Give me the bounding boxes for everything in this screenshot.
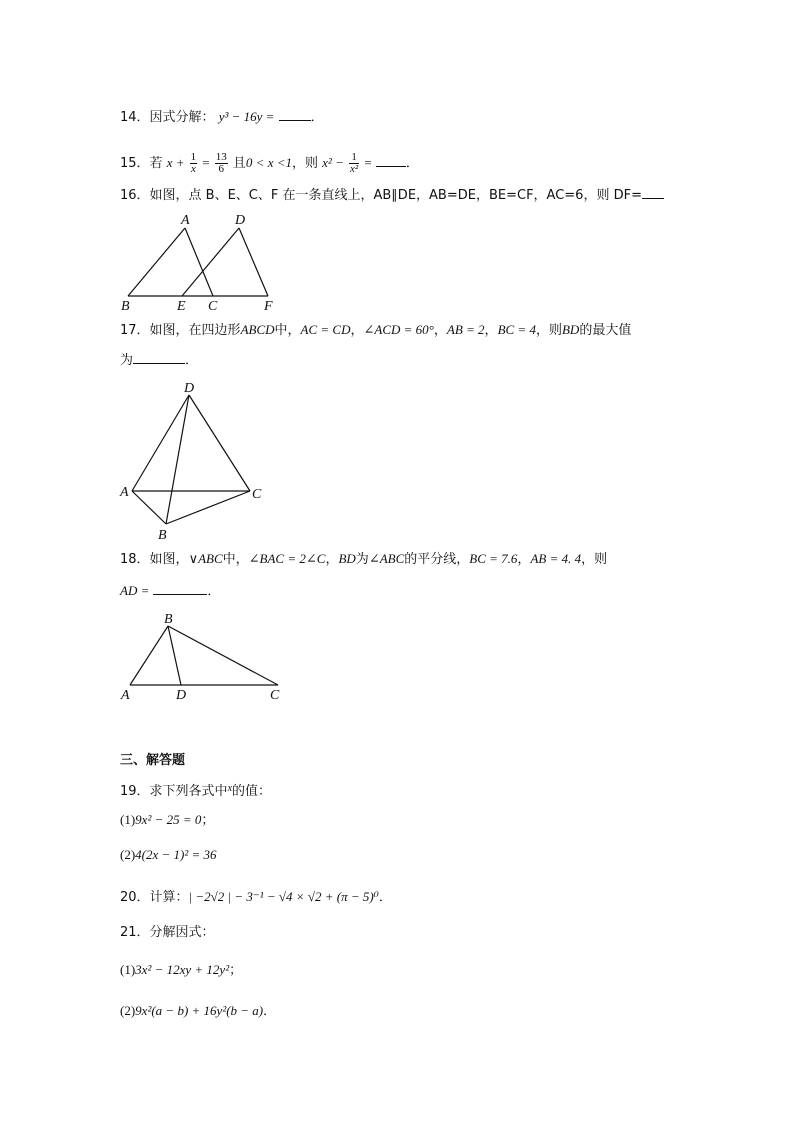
q17-label-C: C [252, 487, 262, 502]
q18-figure [118, 610, 298, 705]
q17-line2-text: 为 [120, 353, 134, 368]
q15-tail: ． [405, 156, 419, 171]
q19-part2-expression: 4(2x − 1)² = 36 [135, 847, 217, 862]
q19-variable-x: x [227, 783, 233, 794]
q21-part1-expression: 3x² − 12xy + 12y² [135, 962, 230, 977]
q18-expr-AB: AB = 4. 4 [530, 551, 582, 566]
q21-part-2 [120, 1003, 276, 1020]
q19-part-1 [120, 812, 214, 829]
q15-frac1-num: 1 [190, 151, 197, 163]
q15-expr-x-plus: x + [166, 155, 185, 170]
q18-expr-AD: AD = [120, 583, 150, 598]
q15-frac-13-over-6 [215, 152, 228, 175]
q21-part2-expression: 9x²(a − b) + 16y²(b − a) [135, 1003, 264, 1018]
q17-segment-AB [132, 491, 166, 524]
q17-text-2: 中， [274, 323, 301, 338]
q21-part1-label: (1) [120, 962, 136, 977]
question-15 [120, 150, 419, 177]
q19-part-2 [120, 847, 217, 864]
q15-frac1-den: x [190, 163, 196, 175]
q20-expression: | −2√2 | − 3⁻¹ − √4 × √2 + (π − 5)⁰ [188, 889, 379, 904]
q18-label-B: B [164, 612, 173, 627]
q14-number: 14． [120, 110, 150, 125]
q17-expr-AB: AB = 2 [446, 322, 485, 337]
q17-text-1: 如图，在四边形 [149, 323, 241, 338]
q15-equals-2: = [364, 155, 372, 170]
q21-part1-tail: ； [229, 963, 243, 978]
q15-frac2-num: 13 [215, 151, 227, 163]
q17-text-4: ， [433, 323, 447, 338]
q16-segment-DF [239, 228, 268, 296]
q15-text-and: 且 [232, 156, 246, 171]
question-18 [120, 551, 607, 568]
q16-label-A: A [181, 213, 190, 228]
q18-expr-angle: ∠BAC = 2∠C [248, 551, 326, 566]
q15-range: 0 < x <1 [245, 155, 292, 170]
q15-expr-x2-minus: x² − [322, 155, 344, 170]
q18-text-7: ，则 [581, 552, 608, 567]
question-14 [120, 109, 324, 126]
q14-answer-blank[interactable] [279, 110, 311, 121]
q18-label-A: A [121, 688, 130, 703]
q16-segment-DE [182, 228, 239, 296]
q15-frac3-num: 1 [349, 152, 359, 164]
q18-text-1: 如图， [149, 552, 189, 567]
q20-tail: ． [378, 890, 392, 905]
q19-text-2: 的值： [232, 784, 272, 799]
q18-text-3: ， [325, 552, 339, 567]
question-18-line-2 [120, 583, 220, 600]
q17-segment-BC [166, 491, 250, 524]
q17-text-7: 的最大值 [579, 323, 632, 338]
q18-expr-ABC: ∠ABC [368, 551, 405, 566]
q15-text-if: 若 [149, 156, 163, 171]
q21-text: 分解因式： [149, 925, 215, 940]
q16-figure [118, 208, 288, 313]
q18-label-D: D [176, 688, 187, 703]
q18-expr-BC: BC = 7.6 [469, 551, 518, 566]
q18-text-2: 中， [222, 552, 249, 567]
q17-label-D: D [184, 381, 195, 396]
question-16 [120, 188, 664, 204]
q17-tail: ． [185, 353, 199, 368]
q15-text-then: ，则 [292, 156, 319, 171]
q16-text: 如图，点 B、E、C、F 在一条直线上，AB∥DE，AB=DE，BE=CF，AC=6，则 DF= [149, 188, 642, 203]
q18-text-6: ， [517, 552, 531, 567]
question-20 [120, 889, 392, 906]
q17-number: 17． [120, 323, 150, 338]
question-17-line-2 [120, 353, 198, 369]
q15-equals: = [202, 155, 210, 170]
q17-label-A: A [120, 485, 129, 500]
q21-number: 21． [120, 925, 150, 940]
q15-frac2-den: 6 [218, 163, 225, 175]
q18-tail: ． [207, 584, 221, 599]
q18-expr-BD: BD [338, 551, 356, 566]
section-3-title: 三、解答题 [120, 753, 186, 768]
q19-part1-expression: 9x² − 25 = 0 [135, 812, 202, 827]
q17-expr-angle: ∠ACD = 60° [363, 322, 434, 337]
q17-text-3: ， [350, 323, 364, 338]
q17-text-5: ， [484, 323, 498, 338]
question-21 [120, 925, 215, 941]
q14-tail: ． [310, 110, 324, 125]
question-19 [120, 781, 271, 800]
q18-expr-triangle: ∨ABC [188, 551, 223, 566]
q16-label-D: D [235, 213, 246, 228]
q16-label-F: F [264, 299, 273, 314]
q21-part2-tail: ． [263, 1004, 277, 1019]
q15-number: 15． [120, 156, 150, 171]
q19-number: 19． [120, 784, 150, 799]
q14-text: 因式分解： [149, 110, 215, 125]
q20-number: 20． [120, 890, 150, 905]
q19-part1-tail: ； [201, 813, 215, 828]
q16-segment-AC [185, 228, 213, 296]
q18-text-5: 的平分线， [404, 552, 470, 567]
q16-label-B: B [121, 299, 130, 314]
q18-segment-AB [130, 626, 168, 685]
q17-expr-AC-CD: AC = CD [300, 322, 351, 337]
q15-frac-1-over-x2 [349, 152, 359, 175]
q15-answer-blank[interactable] [376, 156, 406, 167]
q18-segment-BD [168, 626, 181, 685]
q16-label-C: C [208, 299, 218, 314]
q18-segment-BC [168, 626, 278, 685]
q20-text: 计算： [149, 890, 189, 905]
q18-label-C: C [270, 688, 280, 703]
q17-text-6: ，则 [535, 323, 562, 338]
q17-segment-DC [189, 395, 250, 491]
q18-number: 18． [120, 552, 150, 567]
q16-number: 16． [120, 188, 150, 203]
q19-part2-label: (2) [120, 847, 136, 862]
q17-expr-BD: BD [561, 322, 580, 337]
q19-part1-label: (1) [120, 812, 136, 827]
q17-label-B: B [158, 528, 167, 543]
q21-part-1 [120, 962, 242, 979]
q15-frac-1-over-x [190, 152, 198, 175]
q16-segment-AB [128, 228, 185, 296]
q17-expr-ABCD: ABCD [240, 322, 275, 337]
q21-part2-label: (2) [120, 1003, 136, 1018]
q17-figure [118, 378, 278, 543]
q19-text-1: 求下列各式中 [149, 784, 228, 799]
q16-answer-blank[interactable] [642, 188, 664, 199]
q16-label-E: E [177, 299, 186, 314]
q15-frac3-den: x² [350, 163, 359, 175]
q17-expr-BC: BC = 4 [497, 322, 536, 337]
q17-answer-blank[interactable] [133, 353, 185, 364]
q18-answer-blank[interactable] [153, 584, 207, 595]
q18-text-4: 为 [355, 552, 369, 567]
q14-expression: y³ − 16y = [218, 109, 275, 124]
question-17 [120, 322, 631, 339]
